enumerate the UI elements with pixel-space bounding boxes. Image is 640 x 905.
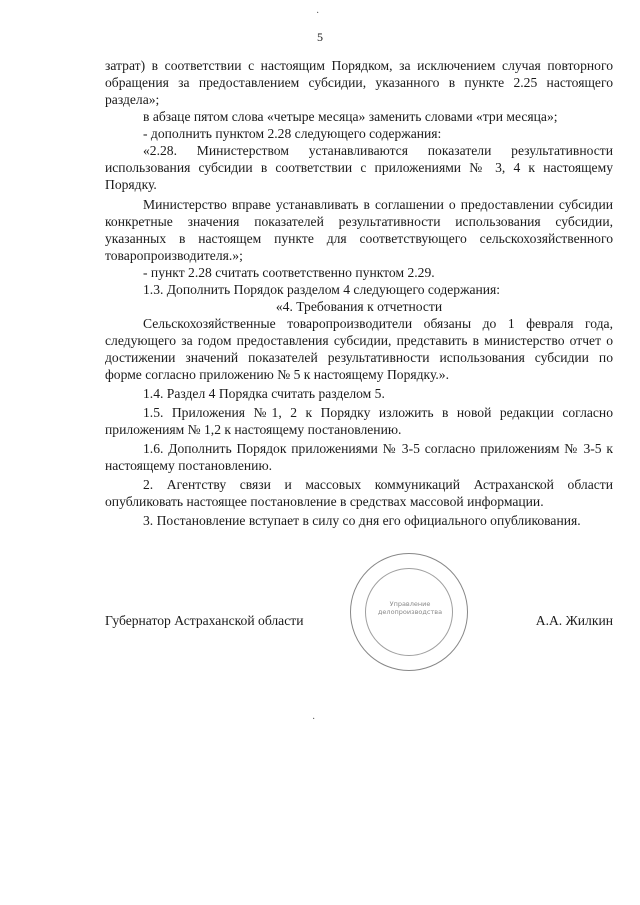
paragraph: 1.6. Дополнить Порядок приложениями № 3-5 согласно приложениям № 3-5 к настоящему постановлению. [105,441,613,473]
paragraph: 1.3. Дополнить Порядок разделом 4 следующего содержания: [143,282,501,297]
paragraph: 1.5. Приложения №1, 2 к Порядку изложить в новой редакции согласно приложениям № 1,2 к настоящему постановлению. [105,405,613,437]
scan-mark: · [312,714,316,725]
signatory-position: Губернатор Астраханской области [105,613,304,628]
paragraph: «2.28. Министерством устанавливаются показатели результативности использования субсидии в соответствии с приложениями № 3, 4 к настоящему Порядку. [105,143,613,192]
paragraph: 3. Постановление вступает в силу со дня его официального опубликования. [143,513,581,528]
paragraph: - пункт 2.28 считать соответственно пунктом 2.29. [143,265,435,280]
paragraph: 2. Агентству связи и массовых коммуникаций Астраханской области опубликовать настоящее постановление в средствах массовой информации. [105,477,613,509]
paragraph: - дополнить пунктом 2.28 следующего содержания: [143,126,442,141]
paragraph: затрат) в соответствии с настоящим Порядком, за исключением случая повторного обращения за предоставлением субсидии, указанного в пункте 2.25 настоящего раздела»; [105,58,613,107]
signatory-name: А.А. Жилкин [535,613,613,628]
document-body [105,57,613,529]
scan-mark: · [316,8,320,19]
paragraph: Министерство вправе устанавливать в соглашении о предоставлении субсидии конкретные значения показателей результативности использования субсидии, указанных в настоящем пункте для соответствующего сельскохозяйственного товаропроизводителя.»; [105,197,613,263]
section-heading: «4. Требования к отчетности [275,299,443,314]
page-number: 5 [317,30,323,44]
seal-text: Управление делопроизводства [377,600,443,616]
paragraph: 1.4. Раздел 4 Порядка считать разделом 5. [143,386,385,401]
paragraph: в абзаце пятом слова «четыре месяца» заменить словами «три месяца»; [143,109,558,124]
paragraph: Сельскохозяйственные товаропроизводители обязаны до 1 февраля года, следующего за годом предоставления субсидии, представить в министерство отчет о достижении значений показателей результативности использования субсидии по форме согласно приложению № 5 к настоящему Порядку.». [105,316,613,382]
official-seal [350,553,468,671]
